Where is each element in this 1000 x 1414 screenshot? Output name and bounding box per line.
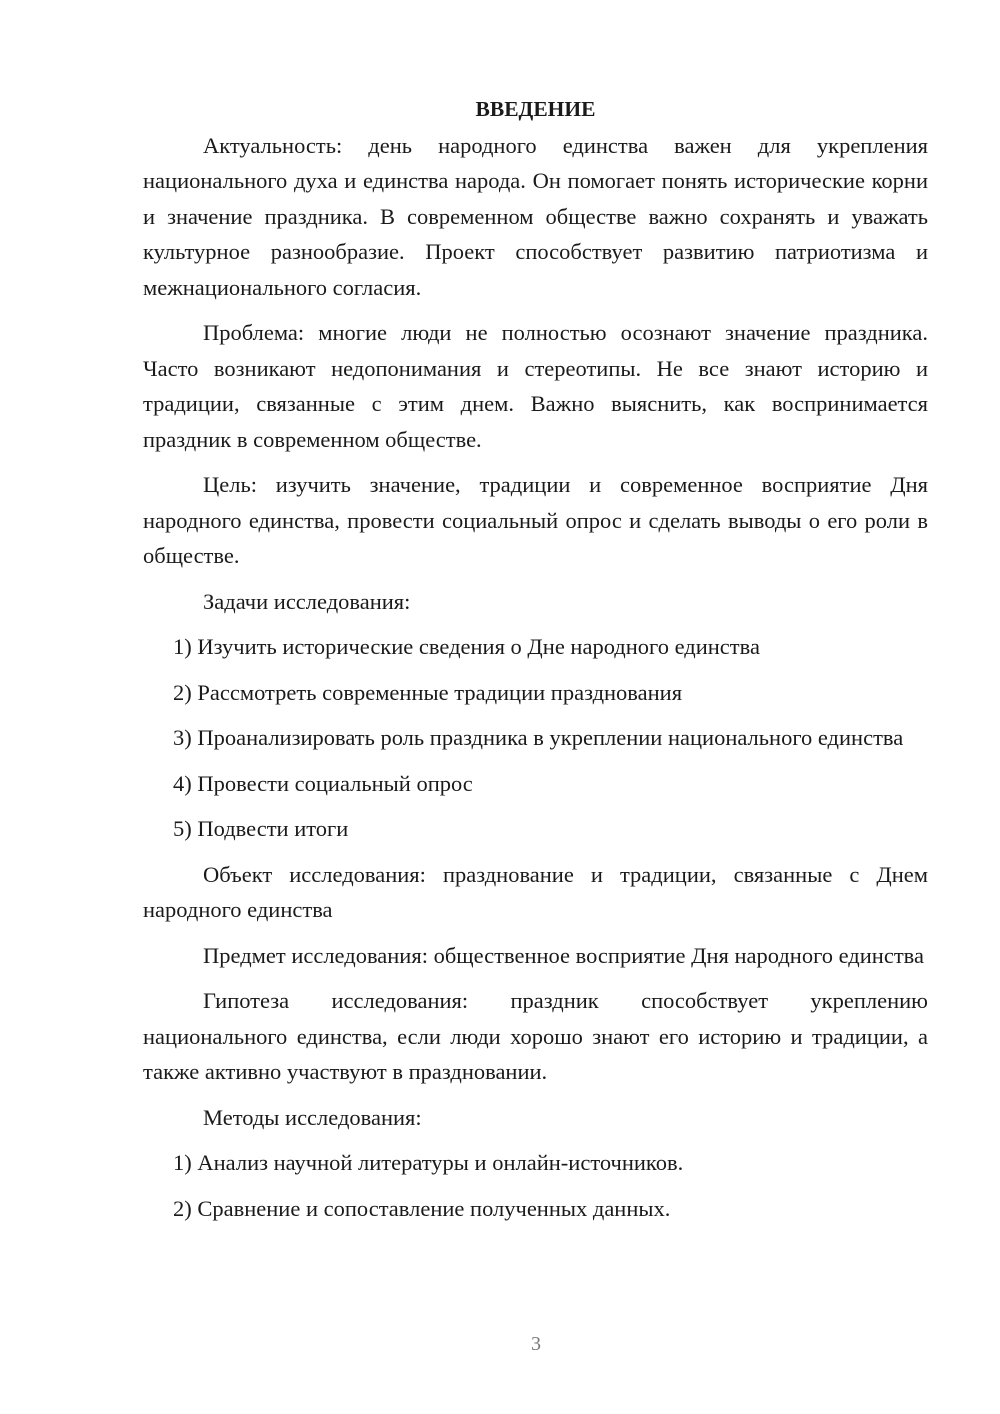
method-item-1: 1) Анализ научной литературы и онлайн-источников. [173,1150,684,1175]
task-item-2: 2) Рассмотреть современные традиции празднования [173,679,683,705]
task-item-4: 4) Провести социальный опрос [173,770,473,796]
section-title: ВВЕДЕНИЕ [475,97,596,121]
goal-paragraph: Цель: изучить значение, традиции и современное восприятие Дня народного единства, провести социальный опрос и сделать выводы о его роли в обществе. [143,472,928,568]
task-item-1: 1) Изучить исторические сведения о Дне народного единства [173,634,760,659]
page-content [143,92,928,1226]
task-item-3: 3) Проанализировать роль праздника в укреплении национального единства [173,725,904,750]
tasks-heading: Задачи исследования: [203,588,411,614]
page-number: 3 [531,1333,541,1355]
problem-paragraph: Проблема: многие люди не полностью осознают значение праздника. Часто возникают недопонимания и стереотипы. Не все знают историю и традиции, связанные с этим днем. Важно выяснить, как воспринимается праздник в современном обществе. [143,320,928,452]
task-item-5: 5) Подвести итоги [173,816,349,841]
methods-heading: Методы исследования: [203,1104,422,1130]
method-item-2: 2) Сравнение и сопоставление полученных данных. [173,1195,671,1221]
subject-paragraph: Предмет исследования: общественное восприятие Дня народного единства [203,942,924,968]
relevance-paragraph: Актуальность: день народного единства важен для укрепления национального духа и единства народа. Он помогает понять исторические корни и значение праздника. В современном обществе важно сохранять и уважать культурное разнообразие. Проект способствует развитию патриотизма и межнационального согласия. [143,132,928,300]
hypothesis-paragraph: Гипотеза исследования: праздник способствует укреплению национального единства, если люди хорошо знают его историю и традиции, а также активно участвуют в праздновании. [143,988,928,1084]
object-paragraph: Объект исследования: празднование и традиции, связанные с Днем народного единства [143,861,928,922]
